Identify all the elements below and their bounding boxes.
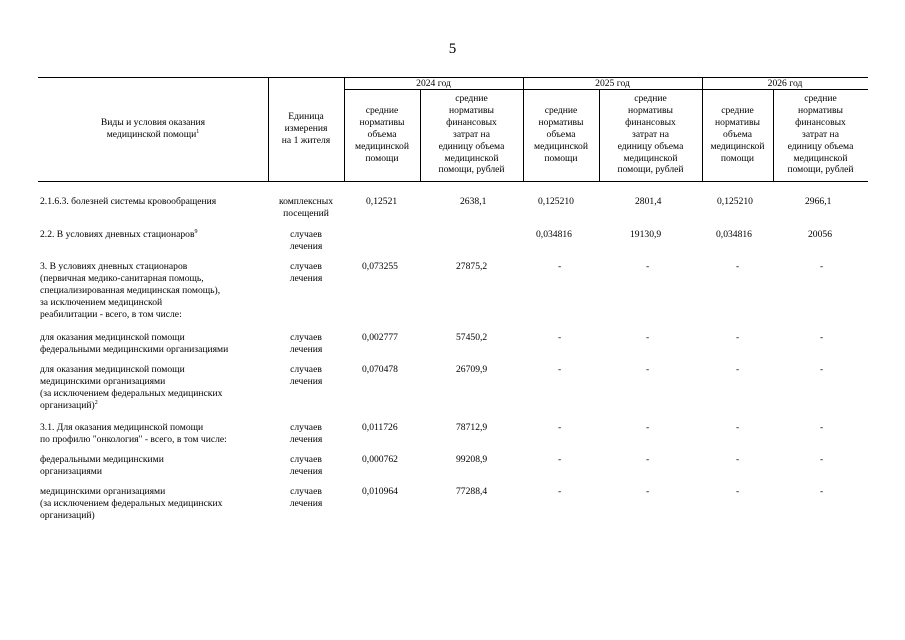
cell-2026-volume: - <box>736 486 740 497</box>
cell-2025-cost: - <box>646 261 650 272</box>
row-label: 3. В условиях дневных стационаров (первичная медико-санитарная помощь, специализированная медицинская помощь), за исключением медицинской реабилитации - всего, в том числе: <box>40 261 221 320</box>
cell-2024-cost: 57450,2 <box>456 332 488 343</box>
cell-2025-volume: - <box>558 332 562 343</box>
row-unit: случаев лечения <box>289 229 323 252</box>
cell-2024-volume: 0,12521 <box>366 196 398 207</box>
cell-2026-cost: 20056 <box>808 229 832 240</box>
cell-2026-volume: 0,034816 <box>716 229 752 240</box>
cell-2026-cost: - <box>820 332 824 343</box>
cell-2024-cost: 78712,9 <box>456 422 488 433</box>
cell-2024-volume: 0,070478 <box>362 364 398 375</box>
cell-2026-cost: - <box>820 454 824 465</box>
cell-2025-cost: - <box>646 364 650 375</box>
cell-2025-volume: - <box>558 486 562 497</box>
cell-2026-cost: 2966,1 <box>805 196 832 207</box>
row-unit: случаев лечения <box>289 486 323 509</box>
cell-2024-volume: 0,000762 <box>362 454 398 465</box>
row-unit: случаев лечения <box>289 364 323 387</box>
cell-2025-volume: - <box>558 454 562 465</box>
row-unit: случаев лечения <box>289 261 323 284</box>
cell-2026-volume: 0,125210 <box>717 196 753 207</box>
cell-2026-cost: - <box>820 422 824 433</box>
header-2024-volume: средние нормативы объема медицинской помощи <box>355 105 409 164</box>
header-year-2025: 2025 год <box>595 78 630 89</box>
header-2024-cost: средние нормативы финансовых затрат на единицу объема медицинской помощи, рублей <box>438 93 505 176</box>
cell-2024-cost: 26709,9 <box>456 364 488 375</box>
cell-2024-cost: 99208,9 <box>456 454 488 465</box>
row-label: федеральными медицинскими организациями <box>40 454 164 477</box>
cell-2025-volume: - <box>558 422 562 433</box>
row-unit: случаев лечения <box>289 422 323 445</box>
cell-2026-volume: - <box>736 454 740 465</box>
row-label: 2.1.6.3. болезней системы кровообращения <box>40 196 217 207</box>
row-unit: случаев лечения <box>289 332 323 355</box>
row-unit: случаев лечения <box>289 454 323 477</box>
cell-2025-cost: - <box>646 486 650 497</box>
cell-2025-cost: - <box>646 454 650 465</box>
header-year-2024: 2024 год <box>416 78 451 89</box>
cell-2026-volume: - <box>736 261 740 272</box>
row-label: 3.1. Для оказания медицинской помощи по профилю "онкология" - всего, в том числе: <box>40 422 227 445</box>
cell-2024-cost: 77288,4 <box>456 486 488 497</box>
row-label: для оказания медицинской помощи федеральными медицинскими организациями <box>40 332 229 355</box>
header-year-2026: 2026 год <box>767 78 803 89</box>
row-unit: комплексных посещений <box>278 196 334 219</box>
row-label: 2.2. В условиях дневных стационаров$^9$ <box>40 228 198 240</box>
cell-2025-volume: - <box>558 364 562 375</box>
cell-2024-volume: 0,073255 <box>362 261 398 272</box>
cell-2026-cost: - <box>820 364 824 375</box>
row-label: для оказания медицинской помощи медицинскими организациями (за исключением федеральных медицинских организаций)$^2$ <box>40 364 223 411</box>
header-unit: Единица измерения на 1 жителя <box>281 111 331 146</box>
cell-2024-volume: 0,011726 <box>362 422 398 433</box>
header-2025-cost: средние нормативы финансовых затрат на единицу объема медицинской помощи, рублей <box>617 93 684 176</box>
cell-2024-cost: 2638,1 <box>460 196 487 207</box>
cell-2025-cost: - <box>646 422 650 433</box>
cell-2025-cost: 19130,9 <box>630 229 662 240</box>
header-kind: Виды и условия оказания медицинской помощи$^1$ <box>100 117 206 140</box>
header-2026-cost: средние нормативы финансовых затрат на единицу объема медицинской помощи, рублей <box>787 93 854 176</box>
row-label: медицинскими организациями (за исключением федеральных медицинских организаций) <box>40 486 223 521</box>
cell-2024-cost: 27875,2 <box>456 261 488 272</box>
header-2026-volume: средние нормативы объема медицинской помощи <box>710 105 765 164</box>
cell-2024-volume: 0,002777 <box>362 332 398 343</box>
header-2025-volume: средние нормативы объема медицинской помощи <box>534 105 588 164</box>
table-header-bottom-rule <box>38 181 868 182</box>
cell-2026-cost: - <box>820 261 824 272</box>
cell-2026-volume: - <box>736 364 740 375</box>
cell-2025-volume: 0,125210 <box>538 196 574 207</box>
page-number: 5 <box>448 41 457 57</box>
cell-2025-volume: - <box>558 261 562 272</box>
cell-2026-volume: - <box>736 422 740 433</box>
cell-2025-cost: 2801,4 <box>635 196 662 207</box>
cell-2026-volume: - <box>736 332 740 343</box>
cell-2026-cost: - <box>820 486 824 497</box>
cell-2025-volume: 0,034816 <box>536 229 572 240</box>
cell-2025-cost: - <box>646 332 650 343</box>
cell-2024-volume: 0,010964 <box>362 486 398 497</box>
